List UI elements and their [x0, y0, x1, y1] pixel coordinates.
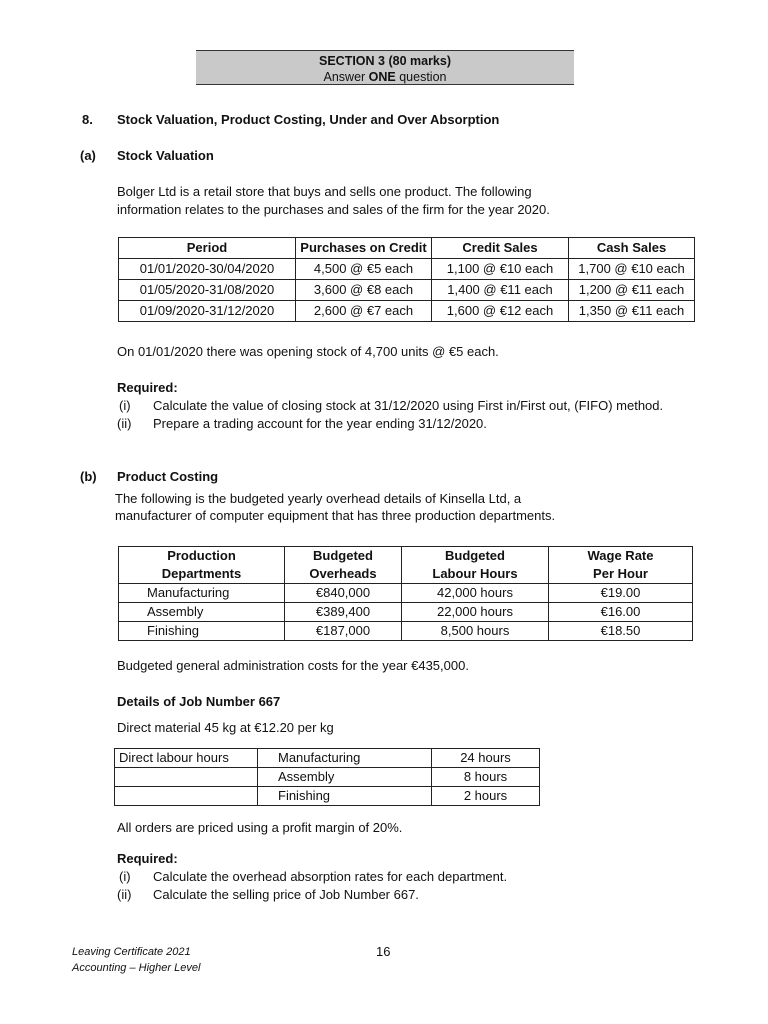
part-a-req-2-num: (ii): [117, 416, 132, 431]
table-cell: €16.00: [549, 603, 693, 622]
table-cell: Finishing: [119, 622, 285, 641]
table-cell-empty: [115, 787, 258, 806]
direct-material-text: Direct material 45 kg at €12.20 per kg: [117, 720, 334, 735]
part-a-req-2-text: Prepare a trading account for the year ending 31/12/2020.: [153, 416, 487, 431]
overhead-header-dept-2: Departments: [119, 565, 285, 584]
table-cell: Finishing: [258, 787, 432, 806]
table-cell: 22,000 hours: [402, 603, 549, 622]
overhead-header-row-2: [119, 565, 693, 584]
table-cell: 3,600 @ €8 each: [296, 280, 432, 301]
part-a-intro-1: Bolger Ltd is a retail store that buys and sells one product. The following: [117, 184, 532, 199]
table-cell: 4,500 @ €5 each: [296, 259, 432, 280]
table-cell: 42,000 hours: [402, 584, 549, 603]
section-title: SECTION 3 (80 marks): [319, 54, 451, 68]
part-b-label: (b): [80, 469, 97, 484]
table-cell: Manufacturing: [119, 584, 285, 603]
admin-costs-text: Budgeted general administration costs for the year €435,000.: [117, 658, 469, 673]
part-a-req-1-num: (i): [119, 398, 131, 413]
overhead-header-overheads-2: Overheads: [285, 565, 402, 584]
overhead-header-overheads-1: Budgeted: [285, 547, 402, 566]
table-cell: 01/09/2020-31/12/2020: [119, 301, 296, 322]
part-b-req-1-text: Calculate the overhead absorption rates for each department.: [153, 869, 508, 884]
table-cell: 1,700 @ €10 each: [569, 259, 695, 280]
part-a-intro-2: information relates to the purchases and sales of the firm for the year 2020.: [117, 202, 550, 217]
table-cell: 1,600 @ €12 each: [432, 301, 569, 322]
table-cell: €18.50: [549, 622, 693, 641]
table-row: [119, 584, 693, 603]
part-a-title: Stock Valuation: [117, 148, 214, 163]
table-cell: 2 hours: [432, 787, 540, 806]
part-a-req-1-text: Calculate the value of closing stock at 31/12/2020 using First in/First out, (FIFO) method.: [153, 398, 664, 413]
part-b-req-1-num: (i): [119, 869, 131, 884]
section-header: [196, 50, 574, 85]
stock-table: [118, 237, 695, 322]
job-details-title: Details of Job Number 667: [117, 694, 281, 709]
table-cell: 24 hours: [432, 749, 540, 768]
labour-hours-table: [114, 748, 540, 806]
table-cell: €389,400: [285, 603, 402, 622]
footer-exam: Leaving Certificate 2021: [72, 946, 191, 958]
table-cell: Manufacturing: [258, 749, 432, 768]
footer-subject: Accounting – Higher Level: [72, 962, 201, 974]
table-cell: Assembly: [258, 768, 432, 787]
table-row: [119, 301, 695, 322]
table-row: [119, 280, 695, 301]
table-cell: 01/01/2020-30/04/2020: [119, 259, 296, 280]
question-title: Stock Valuation, Product Costing, Under and Over Absorption: [117, 112, 500, 127]
part-b-required: Required:: [117, 851, 178, 866]
section-sub-post: question: [395, 70, 447, 84]
stock-header-cash-sales: Cash Sales: [569, 238, 695, 259]
section-sub-pre: Answer: [323, 70, 369, 84]
overhead-header-hours-1: Budgeted: [402, 547, 549, 566]
table-cell: 01/05/2020-31/08/2020: [119, 280, 296, 301]
part-a-label: (a): [80, 148, 96, 163]
overhead-header-wage-2: Per Hour: [549, 565, 693, 584]
table-cell: €840,000: [285, 584, 402, 603]
table-cell: Assembly: [119, 603, 285, 622]
table-row: [119, 603, 693, 622]
table-row: [115, 787, 540, 806]
part-b-title: Product Costing: [117, 469, 219, 484]
stock-header-credit-sales: Credit Sales: [432, 238, 569, 259]
table-cell: 1,350 @ €11 each: [569, 301, 695, 322]
table-cell: 8,500 hours: [402, 622, 549, 641]
overhead-header-row-1: [119, 547, 693, 566]
table-row: [115, 749, 540, 768]
table-row: [119, 622, 693, 641]
overhead-header-dept-1: Production: [119, 547, 285, 566]
part-b-intro-2: manufacturer of computer equipment that has three production departments.: [115, 508, 556, 523]
part-b-req-2-num: (ii): [117, 887, 132, 902]
table-cell: 1,200 @ €11 each: [569, 280, 695, 301]
section-subtitle: [196, 69, 574, 85]
table-cell: 1,100 @ €10 each: [432, 259, 569, 280]
overhead-table: [118, 546, 693, 641]
table-row: [119, 259, 695, 280]
profit-margin-text: All orders are priced using a profit margin of 20%.: [117, 820, 403, 835]
stock-table-header: [119, 238, 695, 259]
overhead-header-hours-2: Labour Hours: [402, 565, 549, 584]
section-sub-bold: ONE: [368, 70, 396, 84]
question-number: 8.: [82, 112, 93, 127]
overhead-header-wage-1: Wage Rate: [549, 547, 693, 566]
table-cell: €19.00: [549, 584, 693, 603]
opening-stock-text: On 01/01/2020 there was opening stock of 4,700 units @ €5 each.: [117, 344, 499, 359]
stock-header-purchases: Purchases on Credit: [296, 238, 432, 259]
table-cell: €187,000: [285, 622, 402, 641]
stock-header-period: Period: [119, 238, 296, 259]
labour-label: Direct labour hours: [115, 749, 258, 768]
part-b-intro-1: The following is the budgeted yearly overhead details of Kinsella Ltd, a: [115, 491, 522, 506]
part-b-req-2-text: Calculate the selling price of Job Number 667.: [153, 887, 419, 902]
table-row: [115, 768, 540, 787]
table-cell: 2,600 @ €7 each: [296, 301, 432, 322]
table-cell: 8 hours: [432, 768, 540, 787]
part-a-required: Required:: [117, 380, 178, 395]
page-number: 16: [376, 944, 391, 959]
table-cell-empty: [115, 768, 258, 787]
table-cell: 1,400 @ €11 each: [432, 280, 569, 301]
